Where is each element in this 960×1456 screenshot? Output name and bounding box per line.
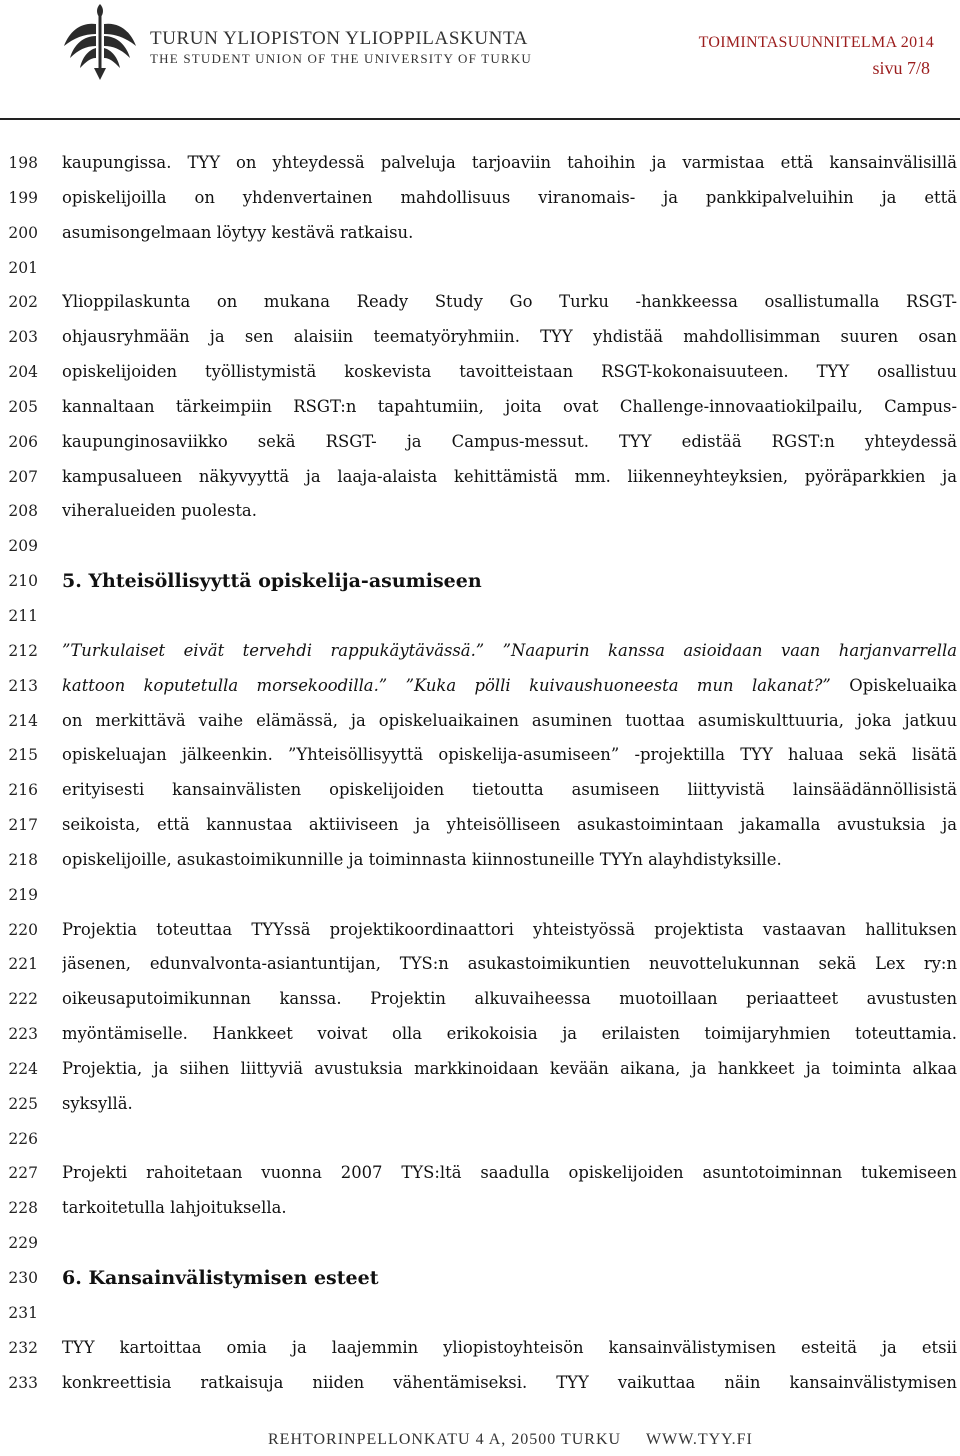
text-line: Projektia, ja siihen liittyviä avustuksia markkinoidaan kevään aikana, ja hankkeet ja toiminta alkaa xyxy=(62,1058,957,1078)
text-line: kampusalueen näkyvyyttä ja laaja-alaista kehittämistä mm. liikenneyhteyksien, pyöräparkkien ja xyxy=(62,466,957,486)
line-number: 205 xyxy=(8,397,38,416)
text-line: Ylioppilaskunta on mukana Ready Study Go Turku -hankkeessa osallistumalla RSGT- xyxy=(62,292,957,312)
line-number: 213 xyxy=(8,676,38,695)
header-divider xyxy=(0,118,960,120)
line-number: 228 xyxy=(8,1199,38,1218)
text-line: seikoista, että kannustaa aktiiviseen ja yhteisölliseen asukastoimintaan jakamalla avustuksia ja xyxy=(62,815,957,835)
text-line: ohjausryhmään ja sen alaisiin teematyöryhmiin. TYY yhdistää mahdollisimman suuren osan xyxy=(62,327,957,347)
line-number: 232 xyxy=(8,1338,38,1357)
blank-line xyxy=(62,529,957,564)
document-body xyxy=(62,146,957,1400)
line-number: 223 xyxy=(8,1025,38,1044)
line-number: 200 xyxy=(8,223,38,242)
text-line xyxy=(62,669,957,704)
line-number: 206 xyxy=(8,432,38,451)
line-number: 230 xyxy=(8,1269,38,1287)
text-line: opiskeluajan jälkeenkin. ”Yhteisöllisyyttä opiskelija-asumiseen” -projektilla TYY haluaa sekä lisätä xyxy=(62,745,957,765)
line-number: 214 xyxy=(8,711,38,730)
text-fragment: Opiskeluaika xyxy=(830,675,957,695)
blank-line xyxy=(62,1122,957,1157)
text-line: asumisongelmaan löytyy kestävä ratkaisu. xyxy=(62,222,414,242)
text-line: ”Turkulaiset eivät tervehdi rappukäytävässä.” ”Naapurin kanssa asioidaan vaan harjanvarrella xyxy=(62,640,957,660)
line-number: 229 xyxy=(8,1234,38,1253)
text-line: opiskelijoiden työllistymistä koskevista tavoitteistaan RSGT-kokonaisuuteen. TYY osallistuu xyxy=(62,362,957,382)
line-number: 215 xyxy=(8,746,38,765)
line-number: 211 xyxy=(8,606,38,625)
text-line: kaupungissa. TYY on yhteydessä palveluja tarjoaviin tahoihin ja varmistaa että kansainvälisillä xyxy=(62,153,957,172)
line-number: 219 xyxy=(8,885,38,904)
page-footer xyxy=(0,1428,960,1456)
line-number: 202 xyxy=(8,293,38,312)
text-line: kannaltaan tärkeimpiin RSGT:n tapahtumiin, joita ovat Challenge-innovaatiokilpailu, Campus- xyxy=(62,396,957,416)
line-number: 199 xyxy=(8,188,38,207)
footer-website: WWW.TYY.FI xyxy=(646,1431,753,1448)
text-line: tarkoitetulla lahjoituksella. xyxy=(62,1198,287,1218)
blank-line xyxy=(62,251,957,286)
line-number: 201 xyxy=(8,258,38,277)
line-number: 233 xyxy=(8,1373,38,1392)
section-heading: 6. Kansainvälistymisen esteet xyxy=(62,1267,379,1289)
footer-address: REHTORINPELLONKATU 4 A, 20500 TURKU xyxy=(268,1431,622,1448)
document-title: TOIMINTASUUNNITELMA 2014 xyxy=(698,34,934,51)
text-line: jäsenen, edunvalvonta-asiantuntijan, TYS:n asukastoimikuntien neuvottelukunnan sekä Lex ry:n xyxy=(62,954,957,974)
line-number: 210 xyxy=(8,572,38,591)
text-line: erityisesti kansainvälisten opiskelijoiden tietoutta asumiseen liittyvistä lainsäädännöllisistä xyxy=(62,780,957,800)
line-number: 226 xyxy=(8,1129,38,1148)
line-number-column xyxy=(0,146,48,1400)
line-number: 198 xyxy=(8,154,38,172)
line-number: 203 xyxy=(8,328,38,347)
line-number: 217 xyxy=(8,816,38,835)
text-line: Projekti rahoitetaan vuonna 2007 TYS:ltä saadulla opiskelijoiden asuntotoiminnan tukemiseen xyxy=(62,1163,957,1183)
line-number: 208 xyxy=(8,502,38,521)
blank-line xyxy=(62,878,957,913)
blank-line xyxy=(62,1226,957,1261)
text-line: kaupunginosaviikko sekä RSGT- ja Campus-messut. TYY edistää RGST:n yhteydessä xyxy=(62,431,957,451)
page-header xyxy=(0,0,960,118)
blank-line xyxy=(62,599,957,634)
text-line: opiskelijoilla on yhdenvertainen mahdollisuus viranomais- ja pankkipalveluihin ja että xyxy=(62,187,957,207)
text-line: konkreettisia ratkaisuja niiden vähentämiseksi. TYY vaikuttaa näin kansainvälistymisen xyxy=(62,1372,957,1392)
section-heading: 5. Yhteisöllisyyttä opiskelija-asumiseen xyxy=(62,570,482,593)
line-number: 212 xyxy=(8,641,38,660)
text-line: opiskelijoille, asukastoimikunnille ja toiminnasta kiinnostuneille TYYn alayhdistyksille. xyxy=(62,849,782,869)
text-line: syksyllä. xyxy=(62,1093,133,1113)
italic-quote: kattoon koputetulla morsekoodilla.” ”Kuka pölli kuivaushuoneesta mun lakanat?” xyxy=(62,675,831,695)
line-number: 231 xyxy=(8,1303,38,1322)
text-line: viheralueiden puolesta. xyxy=(62,501,257,521)
line-number: 224 xyxy=(8,1059,38,1078)
line-number: 221 xyxy=(8,955,38,974)
line-number: 207 xyxy=(8,467,38,486)
org-name-english: THE STUDENT UNION OF THE UNIVERSITY OF TURKU xyxy=(150,51,533,66)
text-line: on merkittävä vaihe elämässä, ja opiskeluaikainen asuminen tuottaa asumiskulttuuria, joka jatkuu xyxy=(62,710,957,730)
line-number: 218 xyxy=(8,850,38,869)
line-number: 209 xyxy=(8,537,38,556)
line-number: 204 xyxy=(8,363,38,382)
text-line: myöntämiselle. Hankkeet voivat olla erikokoisia ja erilaisten toimijaryhmien toteuttamia. xyxy=(62,1024,957,1044)
line-number: 222 xyxy=(8,990,38,1009)
page-number: sivu 7/8 xyxy=(872,58,930,78)
line-number: 225 xyxy=(8,1094,38,1113)
text-line: Projektia toteuttaa TYYssä projektikoordinaattori yhteistyössä projektista vastaavan hallituksen xyxy=(62,919,957,939)
org-name-finnish: TURUN YLIOPISTON YLIOPPILASKUNTA xyxy=(150,28,528,49)
line-number: 220 xyxy=(8,920,38,939)
text-line: oikeusaputoimikunnan kanssa. Projektin alkuvaiheessa muotoillaan periaatteet avustusten xyxy=(62,989,957,1009)
student-union-logo xyxy=(60,2,140,82)
line-number: 216 xyxy=(8,781,38,800)
text-line: TYY kartoittaa omia ja laajemmin yliopistoyhteisön kansainvälistymisen esteitä ja etsii xyxy=(62,1337,957,1357)
blank-line xyxy=(62,1296,957,1331)
line-number: 227 xyxy=(8,1164,38,1183)
